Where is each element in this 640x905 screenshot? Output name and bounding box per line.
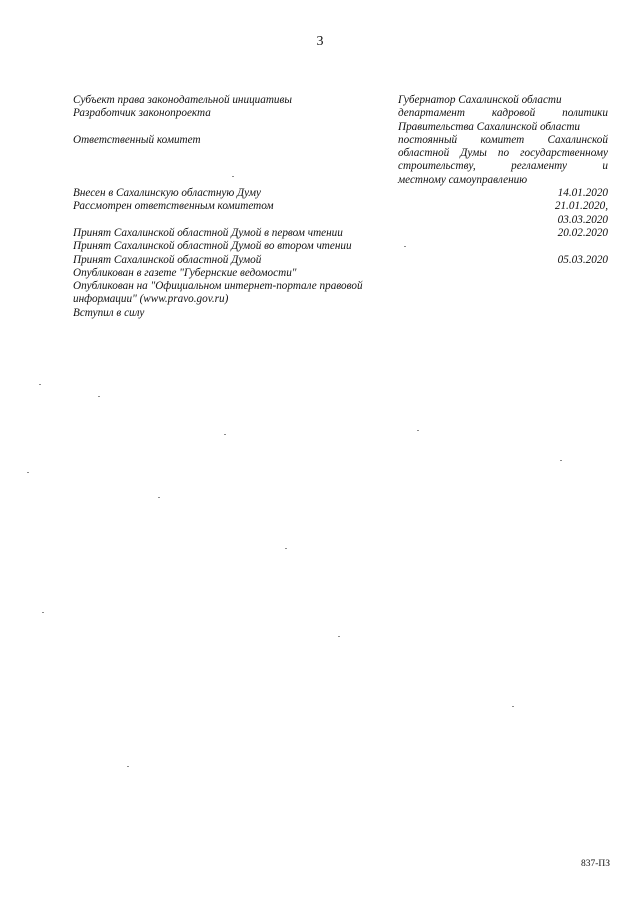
first-reading-date: 20.02.2020	[557, 226, 608, 239]
scan-speck	[404, 246, 406, 247]
document-code: 837-ПЗ	[580, 859, 610, 869]
scan-speck	[127, 766, 129, 767]
initiative-row	[73, 94, 608, 107]
reviewed-row	[73, 200, 608, 227]
developer-value	[398, 107, 608, 134]
scan-speck	[98, 396, 100, 397]
introduced-date: 14.01.2020	[557, 187, 608, 200]
committee-label: Ответственный комитет	[73, 133, 201, 146]
published-portal-line-1: Опубликован на "Официальном интернет-портале правовой	[73, 280, 363, 293]
committee-value-line-3: строительству, регламенту и	[398, 160, 608, 173]
scan-speck	[158, 497, 160, 498]
committee-value-line-2: областной Думы по государственному	[398, 147, 608, 160]
published-portal-line-2: информации" (www.pravo.gov.ru)	[73, 293, 229, 306]
developer-value-line-2: Правительства Сахалинской области	[398, 120, 581, 133]
scan-speck	[338, 636, 340, 637]
committee-value-line-4: местному самоуправлению	[398, 173, 528, 186]
reviewed-label: Рассмотрен ответственным комитетом	[73, 200, 274, 213]
developer-value-line-1: департамент кадровой политики	[398, 107, 608, 120]
reviewed-dates	[488, 200, 608, 227]
scan-speck	[39, 384, 41, 385]
law-passport-block	[73, 94, 608, 320]
scan-speck	[232, 176, 234, 177]
initiative-value: Губернатор Сахалинской области	[398, 94, 562, 106]
committee-value	[398, 134, 608, 187]
first-reading-row	[73, 227, 608, 240]
reviewed-date-2: 03.03.2020	[557, 213, 608, 226]
reviewed-date-1: 21.01.2020,	[554, 200, 608, 213]
introduced-label: Внесен в Сахалинскую областную Думу	[73, 187, 261, 200]
committee-row	[73, 134, 608, 187]
developer-row	[73, 107, 608, 134]
scan-speck	[224, 434, 226, 435]
developer-label: Разработчик законопроекта	[73, 107, 211, 120]
scan-speck	[560, 460, 562, 461]
second-reading-row	[73, 240, 608, 253]
scan-speck	[417, 430, 419, 431]
committee-value-line-1: постоянный комитет Сахалинской	[398, 133, 608, 146]
introduced-row	[73, 187, 608, 200]
first-reading-label: Принят Сахалинской областной Думой в первом чтении	[73, 226, 343, 239]
adopted-date: 05.03.2020	[557, 253, 608, 266]
initiative-label: Субъект права законодательной инициативы	[73, 94, 292, 106]
scan-speck	[512, 706, 514, 707]
adopted-label: Принят Сахалинской областной Думой	[73, 253, 262, 266]
adopted-row	[73, 254, 608, 267]
second-reading-label: Принят Сахалинской областной Думой во втором чтении	[73, 240, 352, 253]
published-newspaper: Опубликован в газете "Губернские ведомости"	[73, 266, 297, 279]
page-number: 3	[316, 34, 324, 49]
scan-speck	[42, 612, 44, 613]
effective-label: Вступил в силу	[73, 306, 145, 319]
scan-speck	[285, 548, 287, 549]
scan-speck	[27, 472, 29, 473]
